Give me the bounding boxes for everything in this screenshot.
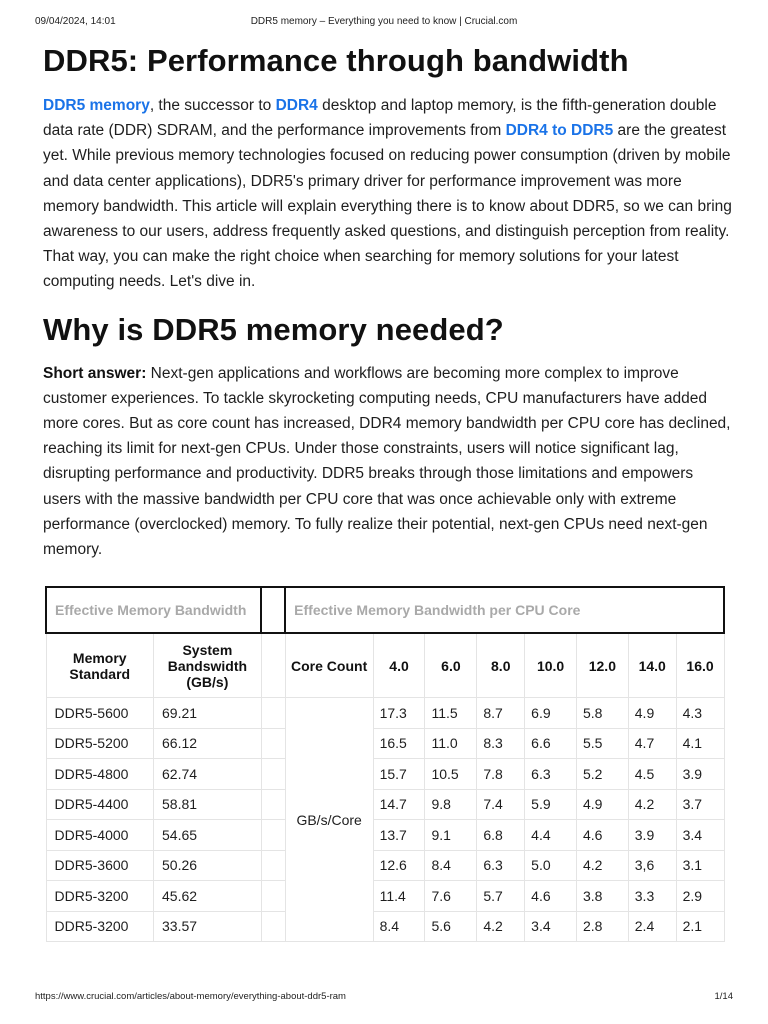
cell-value: 4.1: [676, 728, 724, 759]
cell-bandwidth: 54.65: [154, 820, 262, 851]
link-ddr4-to-ddr5[interactable]: DDR4 to DDR5: [505, 122, 614, 140]
print-page-number: 1/14: [714, 991, 733, 1002]
header-core-6: 6.0: [425, 633, 477, 698]
cell-value: 9.8: [425, 789, 477, 820]
table-row: [46, 759, 724, 790]
bandwidth-table: [45, 586, 725, 942]
group-header-effective-bandwidth: Effective Memory Bandwidth: [46, 587, 261, 633]
cell-value: 13.7: [373, 820, 425, 851]
cell-bandwidth: 33.57: [154, 911, 262, 942]
table-row: [46, 820, 724, 851]
cell-value: 2.4: [628, 911, 676, 942]
cell-value: 8.3: [477, 728, 525, 759]
table-row: [46, 850, 724, 881]
cell-value: 10.5: [425, 759, 477, 790]
cell-value: 11.0: [425, 728, 477, 759]
cell-spacer: [261, 820, 285, 851]
group-header-per-core: Effective Memory Bandwidth per CPU Core: [285, 587, 724, 633]
link-ddr4[interactable]: DDR4: [275, 97, 318, 114]
print-datetime: 09/04/2024, 14:01: [35, 16, 116, 27]
cell-value: 5.5: [576, 728, 628, 759]
cell-value: 2.9: [676, 881, 724, 912]
intro-text-3: are the greatest yet. While previous memory technologies focused on reducing power consumption (driven by mobile and data center applications), DDR5's primary driver for performance improvement was more memory bandwidth. This article will explain everything there is to know about DDR5, so we can bring awareness to our users, address frequently asked questions, and distinguish perception from reality. That way, you can make the right choice when searching for memory solutions for your latest computing needs. Let's dive in.: [43, 122, 732, 291]
cell-value: 6.3: [525, 759, 577, 790]
article-content: [43, 38, 733, 562]
cell-spacer: [261, 698, 285, 729]
cell-value: 16.5: [373, 728, 425, 759]
cell-value: 7.8: [477, 759, 525, 790]
cell-value: 3.4: [525, 911, 577, 942]
section-title-why: Why is DDR5 memory needed?: [43, 311, 504, 347]
cell-standard: DDR5-4000: [46, 820, 154, 851]
header-core-16: 16.0: [676, 633, 724, 698]
print-footer: [35, 991, 733, 1003]
cell-value: 3.9: [676, 759, 724, 790]
cell-standard: DDR5-5200: [46, 728, 154, 759]
cell-value: 7.4: [477, 789, 525, 820]
header-core-14: 14.0: [628, 633, 676, 698]
cell-value: 11.5: [425, 698, 477, 729]
intro-text-1: , the successor to: [149, 97, 276, 114]
cell-value: 15.7: [373, 759, 425, 790]
cell-value: 4.6: [576, 820, 628, 851]
header-spacer: [261, 633, 285, 698]
cell-standard: DDR5-4400: [46, 789, 154, 820]
cell-spacer: [261, 728, 285, 759]
cell-value: 3.3: [628, 881, 676, 912]
table-column-header: [46, 633, 724, 698]
table-row: [46, 728, 724, 759]
cell-value: 4.2: [628, 789, 676, 820]
cell-value: 8.7: [477, 698, 525, 729]
cell-value: 4.4: [525, 820, 577, 851]
print-url: https://www.crucial.com/articles/about-memory/everything-about-ddr5-ram: [35, 991, 346, 1002]
cell-bandwidth: 66.12: [154, 728, 262, 759]
cell-standard: DDR5-5600: [46, 698, 154, 729]
header-core-12: 12.0: [576, 633, 628, 698]
cell-spacer: [261, 789, 285, 820]
cell-value: 8.4: [425, 850, 477, 881]
cell-standard: DDR5-3600: [46, 850, 154, 881]
cell-value: 5.9: [525, 789, 577, 820]
cell-value: 17.3: [373, 698, 425, 729]
cell-value: 11.4: [373, 881, 425, 912]
table-row: [46, 911, 724, 942]
cell-spacer: [261, 881, 285, 912]
link-ddr5-memory[interactable]: DDR5 memory: [43, 97, 150, 114]
cell-value: 4.7: [628, 728, 676, 759]
cell-value: 5.7: [477, 881, 525, 912]
cell-value: 3.4: [676, 820, 724, 851]
intro-text-2: desktop and laptop memory, is the fifth-generation double data rate (DDR) SDRAM, and the performance improvements from: [43, 97, 717, 140]
cell-value: 6.6: [525, 728, 577, 759]
cell-spacer: [261, 850, 285, 881]
group-header-spacer: [261, 587, 285, 633]
table-row: [46, 789, 724, 820]
cell-bandwidth: 50.26: [154, 850, 262, 881]
header-core-8: 8.0: [477, 633, 525, 698]
table-group-header: [46, 587, 724, 633]
cell-value: 3.9: [628, 820, 676, 851]
cell-standard: DDR5-3200: [46, 881, 154, 912]
intro-paragraph: [43, 93, 733, 295]
cell-value: 5.2: [576, 759, 628, 790]
cell-spacer: [261, 759, 285, 790]
cell-value: 3.7: [676, 789, 724, 820]
cell-value: 6.9: [525, 698, 577, 729]
cell-value: 3.1: [676, 850, 724, 881]
cell-spacer: [261, 911, 285, 942]
cell-value: 8.4: [373, 911, 425, 942]
header-system-bandwidth: System Bandswidth (GB/s): [154, 633, 262, 698]
cell-value: 4.9: [628, 698, 676, 729]
cell-value: 6.8: [477, 820, 525, 851]
short-answer-paragraph: [43, 361, 733, 563]
header-core-10: 10.0: [525, 633, 577, 698]
cell-bandwidth: 45.62: [154, 881, 262, 912]
table-row: [46, 881, 724, 912]
cell-value: 4.2: [576, 850, 628, 881]
cell-value: 12.6: [373, 850, 425, 881]
cell-bandwidth: 58.81: [154, 789, 262, 820]
short-answer-label: Short answer:: [43, 364, 147, 382]
cell-value: 3.8: [576, 881, 628, 912]
print-page-title: DDR5 memory – Everything you need to know | Crucial.com: [250, 16, 518, 27]
header-memory-standard: Memory Standard: [46, 633, 154, 698]
section-title-performance: DDR5: Performance through bandwidth: [43, 43, 629, 78]
cell-bandwidth: 69.21: [154, 698, 262, 729]
cell-value: 6.3: [477, 850, 525, 881]
cell-value: 4.6: [525, 881, 577, 912]
cell-value: 5.6: [425, 911, 477, 942]
header-core-4: 4.0: [373, 633, 425, 698]
cell-value: 4.5: [628, 759, 676, 790]
cell-unit-label: GB/s/Core: [285, 698, 373, 942]
cell-value: 5.8: [576, 698, 628, 729]
cell-value: 7.6: [425, 881, 477, 912]
cell-value: 2.8: [576, 911, 628, 942]
table-row: [46, 698, 724, 729]
cell-standard: DDR5-4800: [46, 759, 154, 790]
short-answer-text: Next-gen applications and workflows are becoming more complex to improve customer experiences. To tackle skyrocketing computing needs, CPU manufacturers have added more cores. But as core count has increased, DDR4 memory bandwidth per CPU core has declined, reaching its limit for next-gen CPUs. Under those constraints, users will notice significant lag, disrupting performance and productivity. DDR5 breaks through those limitations and empowers users with the massive bandwidth per CPU core that was once achievable only with extreme performance (overclocked) memory. To fully realize their potential, next-gen CPUs need next-gen memory.: [43, 364, 731, 559]
header-core-count: Core Count: [285, 633, 373, 698]
cell-value: 14.7: [373, 789, 425, 820]
cell-value: 4.2: [477, 911, 525, 942]
cell-value: 3,6: [628, 850, 676, 881]
cell-value: 9.1: [425, 820, 477, 851]
cell-standard: DDR5-3200: [46, 911, 154, 942]
cell-value: 5.0: [525, 850, 577, 881]
cell-bandwidth: 62.74: [154, 759, 262, 790]
cell-value: 2.1: [676, 911, 724, 942]
print-header: [35, 16, 733, 30]
cell-value: 4.3: [676, 698, 724, 729]
cell-value: 4.9: [576, 789, 628, 820]
